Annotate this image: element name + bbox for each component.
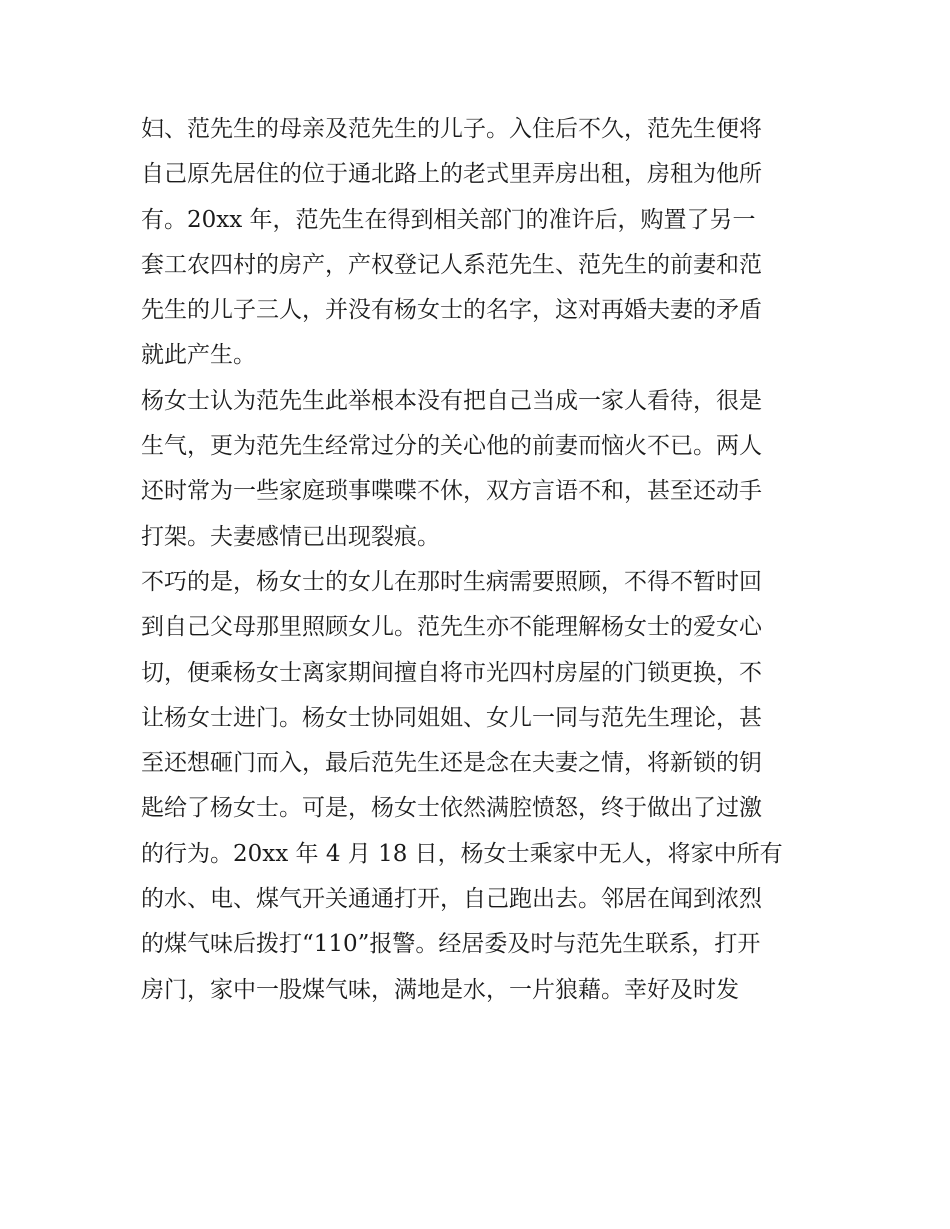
text-line: 房门，家中一股煤气味，满地是水，一片狼藉。幸好及时发 bbox=[141, 976, 739, 1003]
text-line: 让杨女士进门。杨女士协同姐姐、女儿一同与范先生理论，甚 bbox=[141, 704, 762, 731]
text-line: 生气，更为范先生经常过分的关心他的前妻而恼火不已。两人 bbox=[141, 433, 762, 460]
text-line: 杨女士认为范先生此举根本没有把自己当成一家人看待，很是 bbox=[141, 387, 762, 414]
paragraph-2 bbox=[141, 379, 813, 560]
body-text bbox=[141, 107, 813, 1013]
text-line: 打架。夫妻感情已出现裂痕。 bbox=[141, 523, 440, 550]
text-line: 匙给了杨女士。可是，杨女士依然满腔愤怒，终于做出了过激 bbox=[141, 795, 762, 822]
text-line: 自己原先居住的位于通北路上的老式里弄房出租，房租为他所 bbox=[141, 161, 762, 188]
text-line: 先生的儿子三人，并没有杨女士的名字，这对再婚夫妻的矛盾 bbox=[141, 297, 762, 324]
text-line: 的水、电、煤气开关通通打开，自己跑出去。邻居在闻到浓烈 bbox=[141, 886, 762, 913]
text-line: 不巧的是，杨女士的女儿在那时生病需要照顾，不得不暂时回 bbox=[141, 568, 762, 595]
text-line: 的煤气味后拨打“110”报警。经居委及时与范先生联系，打开 bbox=[141, 931, 761, 958]
paragraph-3 bbox=[141, 560, 813, 1013]
text-line: 妇、范先生的母亲及范先生的儿子。入住后不久，范先生便将 bbox=[141, 116, 762, 142]
text-line: 至还想砸门而入，最后范先生还是念在夫妻之情，将新锁的钥 bbox=[141, 750, 762, 777]
text-line: 就此产生。 bbox=[141, 342, 256, 369]
text-line: 切，便乘杨女士离家期间擅自将市光四村房屋的门锁更换，不 bbox=[141, 659, 762, 686]
text-line: 的行为。20xx 年 4 月 18 日，杨女士乘家中无人，将家中所有 bbox=[141, 840, 783, 867]
text-line: 还时常为一些家庭琐事喋喋不休，双方言语不和，甚至还动手 bbox=[141, 478, 762, 505]
text-line: 套工农四村的房产，产权登记人系范先生、范先生的前妻和范 bbox=[141, 251, 762, 278]
paragraph-1 bbox=[141, 107, 813, 379]
text-line: 有。20xx 年，范先生在得到相关部门的准许后，购置了另一 bbox=[141, 206, 756, 233]
text-line: 到自己父母那里照顾女儿。范先生亦不能理解杨女士的爱女心 bbox=[141, 614, 762, 641]
